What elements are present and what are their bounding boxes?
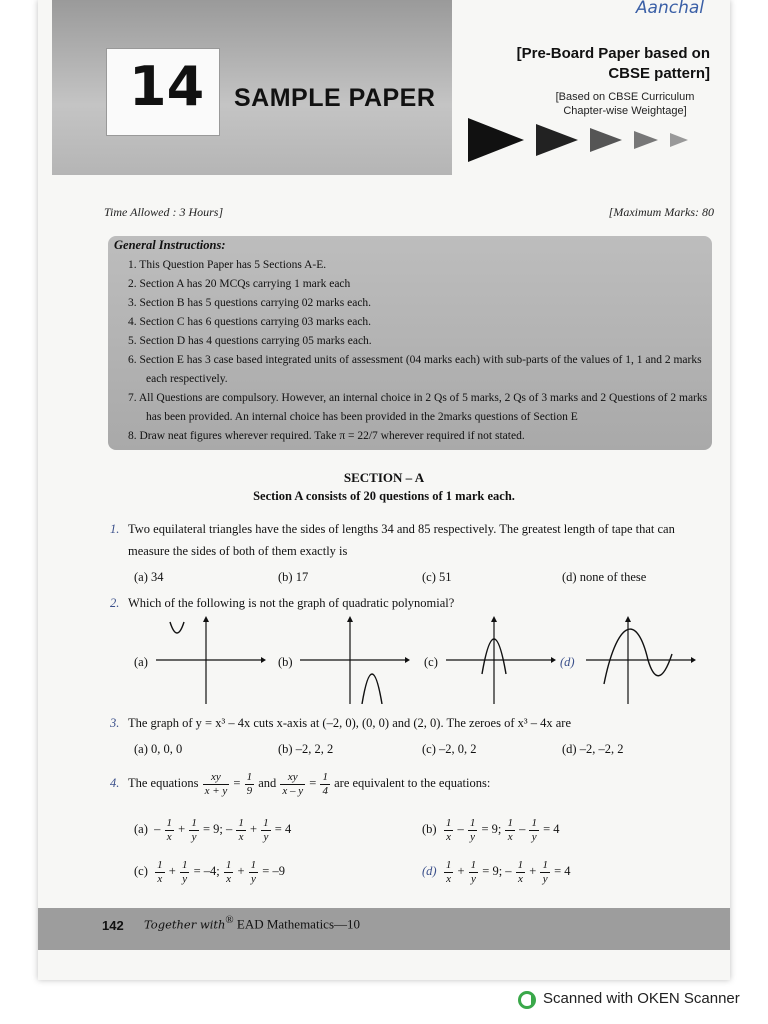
operator: = –4; [193,864,220,878]
numerator: 1 [250,858,257,871]
q2-label-b: (b) [278,655,293,669]
instruction-item: 7. All Questions are compulsory. However, an internal choice in 2 Qs of 5 marks, 2 Qs of 3 marks and 2 Questions of 2 marks has been provided. An internal choice has been provided in the 2marks questions of Section E [128,392,708,423]
q3-option-c: (c) –2, 0, 2 [422,742,477,756]
q2-number-text: 2. [110,596,120,610]
numerator: 1 [517,858,524,871]
footer-book-title [144,914,360,932]
q2-label-d: (d) [560,655,575,669]
operator: + [178,822,186,836]
denominator: y [542,872,548,885]
denominator: 4 [322,784,328,797]
paper-number-box [106,48,220,136]
q3-option-d: (d) –2, –2, 2 [562,742,624,756]
pre-board-line-2: CBSE pattern] [608,65,710,82]
denominator: y [263,830,269,843]
operator: – [154,822,161,836]
operator: – [457,822,464,836]
numerator: 1 [238,816,244,829]
q1-option-c: (c) 51 [422,570,452,584]
operator: = 9; – [482,864,512,878]
operator: + [168,864,176,878]
oken-scanner-icon [518,991,538,1009]
time-marks-row [104,205,714,220]
operator: = –9 [262,864,285,878]
fraction [155,859,165,886]
denominator: x [446,872,452,885]
denominator: y [470,872,476,885]
fraction [540,859,550,886]
q3-option-a: (a) 0, 0, 0 [134,742,183,756]
fraction [505,817,515,844]
denominator: x [226,872,232,885]
operator: + [237,864,245,878]
numerator: 1 [507,816,513,829]
q1-option-b: (b) 17 [278,570,309,584]
instruction-item: 6. Section E has 3 case based integrated units of assessment (04 marks each) with sub-parts of the values of 1, 1 and 2 marks each respectively. [128,354,702,385]
fraction [249,859,259,886]
denominator: x [507,830,513,843]
q4-and-text: and [258,776,277,790]
denominator: y [531,830,537,843]
q2-label-c: (c) [424,655,438,669]
instruction-item: 5. Section D has 4 questions carrying 05 marks each. [128,335,372,347]
numerator: xy [203,771,230,785]
denominator: x [446,830,452,843]
handwritten-name: Aanchal [635,0,704,18]
instruction-item: 4. Section C has 6 questions carrying 03 marks each. [128,316,372,328]
operator: + [249,822,258,836]
fraction [469,859,479,886]
q4-number [110,772,119,794]
numerator: 1 [531,816,537,829]
fraction [444,817,454,844]
denominator: y [182,872,188,885]
maximum-marks: [Maximum Marks: 80 [608,205,714,219]
operator: + [529,864,537,878]
footer-band [38,908,730,950]
fraction [444,859,454,886]
fraction [180,859,190,886]
operator: + [457,864,465,878]
denominator: x [238,830,244,843]
operator: = 9; – [202,822,233,836]
numerator: 1 [469,816,476,829]
option-label: (c) [134,864,148,878]
arrow-2-icon [536,124,578,156]
page-number: 142 [102,918,124,933]
paper-number: 14 [129,55,205,118]
instruction-item: 8. Draw neat figures wherever required. Take π = 22/7 wherever required if not stated. [128,430,525,442]
q1-text [128,518,718,562]
denominator: x – y [282,784,304,797]
instruction-item: 1. This Question Paper has 5 Sections A-E. [128,259,327,271]
instructions-list [128,256,708,446]
option-label: (d) [422,864,437,878]
operator: = 4 [554,864,571,878]
q3-number-text: 3. [110,716,120,730]
fraction [529,817,539,844]
numerator: 1 [157,858,163,871]
denominator: y [191,830,197,843]
denominator: x [157,872,163,885]
q3-number [110,712,119,734]
section-subheading: Section A consists of 20 questions of 1 mark each. [253,489,515,503]
q1-number [110,518,119,540]
q2-label-a: (a) [134,655,148,669]
operator: = 4 [543,822,560,836]
fraction [320,771,330,798]
fraction [468,817,478,844]
numerator: 1 [246,770,253,783]
numerator: 1 [445,858,452,871]
q4-option-b [422,814,560,844]
q4-post-text: are equivalent to the equations: [334,776,491,790]
together-with-logo: Together with [144,917,226,932]
q2-graph-c [446,614,556,704]
scanned-page [38,0,730,980]
option-label: (a) [134,822,148,836]
q1-option-d: (d) none of these [562,570,647,584]
instruction-item: 3. Section B has 5 questions carrying 02 marks each. [128,297,372,309]
numerator: 1 [166,816,172,829]
fraction [203,771,230,798]
section-heading: SECTION – A [343,470,425,485]
q1-option-a: (a) 34 [134,570,164,584]
arrow-decoration [468,110,718,170]
arrow-4-icon [634,131,658,149]
arrow-1-icon [468,118,524,162]
denominator: x + y [204,784,228,797]
operator: = 4 [274,822,292,836]
denominator: y [250,872,256,885]
pre-board-heading [517,44,710,84]
numerator: 1 [191,816,197,829]
q3-option-b: (b) –2, 2, 2 [278,742,334,756]
fraction [245,771,255,798]
pre-board-line-1: [Pre-Board Paper based on [516,45,710,62]
fraction [236,817,246,844]
numerator: 1 [445,816,452,829]
q1-text-line-2: measure the sides of both of them exactly is [128,544,348,558]
q2-graph-a [156,614,266,704]
q2-graph-b [300,614,410,704]
q4-text: The equations $\frac{xy}{x + y}$ = $\frac{1}{9}$ and $\frac{xy}{x - y}$ = $\frac{1}{4}$ are equivalent to the equations: [128,770,491,797]
q4-option-a [134,814,291,844]
fraction [189,817,199,844]
scanner-watermark: Scanned with OKEN Scanner [543,990,740,1007]
numerator: 1 [263,816,269,829]
q4-option-c [134,856,285,886]
q4-option-d [422,856,571,886]
denominator: x [517,872,523,885]
fraction [516,859,526,886]
numerator: 1 [542,858,548,871]
curriculum-line-2: Chapter-wise Weightage] [563,105,687,117]
arrow-5-icon [670,133,688,147]
fraction [224,859,234,886]
registered-mark: ® [225,914,234,926]
q4-pre-text: The equations [128,776,199,790]
numerator: 1 [181,858,188,871]
arrow-3-icon [590,128,622,152]
time-allowed: Time Allowed : 3 Hours] [104,205,224,219]
numerator: xy [280,771,305,785]
book-title: EAD Mathematics—10 [236,916,361,932]
operator: = 9; [481,822,502,836]
denominator: x [166,830,172,843]
denominator: 9 [246,784,253,797]
numerator: 1 [470,858,477,871]
q2-graph-d [586,614,696,704]
denominator: y [470,830,476,843]
q3-text: The graph of y = x³ – 4x cuts x-axis at (–2, 0), (0, 0) and (2, 0). The zeroes of x³ – 4x are [128,716,572,730]
numerator: 1 [322,770,328,783]
operator: – [519,822,526,836]
fraction [280,771,305,798]
paper-title: SAMPLE PAPER [234,84,436,112]
curriculum-line-1: [Based on CBSE Curriculum [555,91,695,103]
q1-text-line-1: Two equilateral triangles have the sides of lengths 34 and 85 respectively. The greatest length of tape that can [128,522,675,536]
fraction [261,817,271,844]
q2-text: Which of the following is not the graph of quadratic polynomial? [128,596,455,610]
q4-number-text: 4. [110,776,120,790]
q1-number-text: 1. [110,522,120,536]
q2-number [110,592,119,614]
instructions-title: General Instructions: [114,238,226,252]
numerator: 1 [225,858,232,871]
option-label: (b) [422,822,437,836]
instruction-item: 2. Section A has 20 MCQs carrying 1 mark each [128,278,351,290]
fraction [165,817,175,844]
